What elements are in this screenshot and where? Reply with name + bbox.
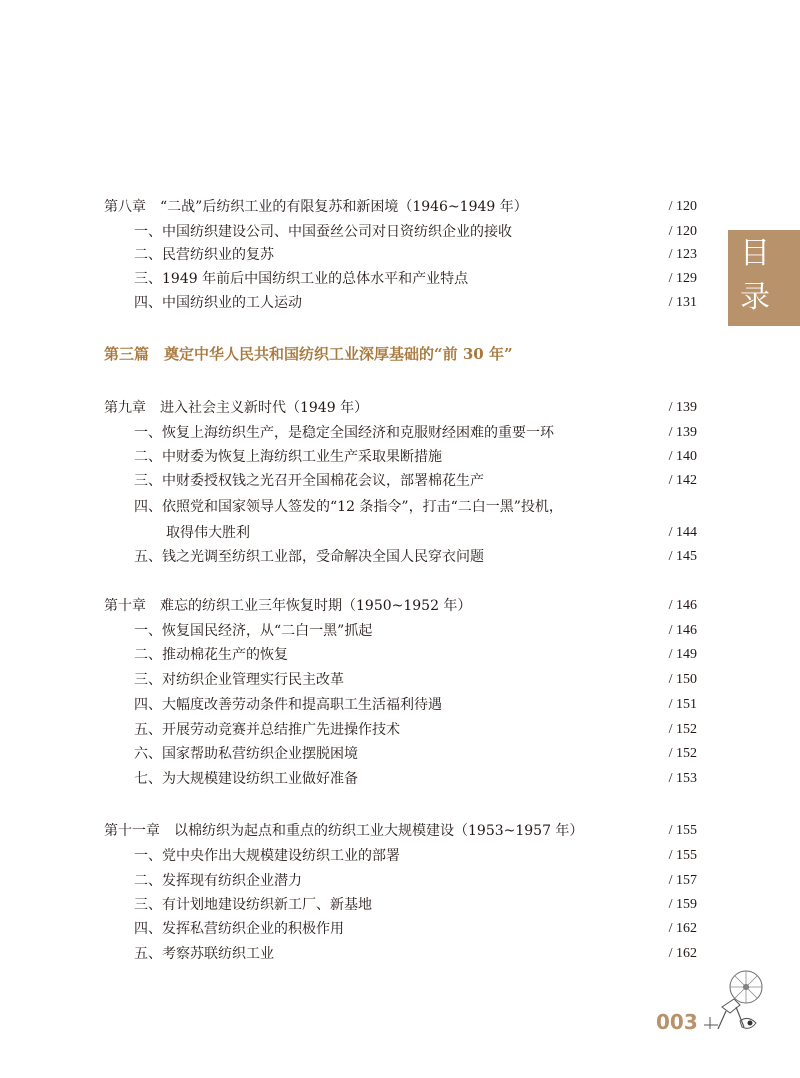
toc-entry-title: 二、中财委为恢复上海纺织工业生产采取果断措施 <box>134 449 442 465</box>
toc-page-number: / 139 <box>668 425 697 440</box>
tab-char-2: 录 <box>740 280 770 315</box>
toc-page-number: / 155 <box>668 848 697 863</box>
toc-entry-title: 三、有计划地建设纺织新工厂、新基地 <box>134 897 372 913</box>
toc-entry-title: 四、大幅度改善劳动条件和提高职工生活福利待遇 <box>134 697 442 713</box>
toc-page-number: / 151 <box>668 697 697 712</box>
toc-chapter-row <box>104 595 697 617</box>
toc-entry-title: 一、党中央作出大规模建设纺织工业的部署 <box>134 848 400 864</box>
toc-section-row <box>104 870 697 892</box>
toc-entry-title: 四、中国纺织业的工人运动 <box>134 295 302 311</box>
toc-entry-title: 三、1949 年前后中国纺织工业的总体水平和产业特点 <box>134 271 469 287</box>
toc-section-row <box>104 719 697 741</box>
toc-section-row <box>104 943 697 965</box>
toc-entry-title: 六、国家帮助私营纺织企业摆脱困境 <box>134 746 358 762</box>
toc-page-number: / 162 <box>668 946 697 961</box>
toc-page-number: / 153 <box>668 771 697 786</box>
toc-section-row <box>104 446 697 468</box>
toc-page-number: / 129 <box>668 271 697 286</box>
toc-page-number: / 149 <box>668 647 697 662</box>
toc-page-number: / 159 <box>668 897 697 912</box>
toc-entry-title: 第八章 “二战”后纺织工业的有限复苏和新困境（1946~1949 年） <box>104 199 528 215</box>
toc-entry-title: 取得伟大胜利 <box>166 525 250 541</box>
toc-page-number: / 144 <box>668 525 697 540</box>
toc-page-number: / 120 <box>668 224 697 239</box>
toc-section-row <box>104 292 697 314</box>
toc-section-row <box>104 620 697 642</box>
toc-entry-title: 四、依照党和国家领导人签发的“12 条指令”，打击“二白一黑”投机， <box>134 499 563 515</box>
tab-char-1: 目 <box>740 236 770 271</box>
toc-entry-title: 第十章 难忘的纺织工业三年恢复时期（1950~1952 年） <box>104 598 472 614</box>
toc-entry-title: 第十一章 以棉纺织为起点和重点的纺织工业大规模建设（1953~1957 年） <box>104 823 584 839</box>
toc-page-number: / 150 <box>668 672 697 687</box>
toc-page-number: / 162 <box>668 921 697 936</box>
toc-entry-title: 三、中财委授权钱之光召开全国棉花会议，部署棉花生产 <box>134 473 484 489</box>
toc-page-number: / 152 <box>668 746 697 761</box>
toc-section-row <box>104 221 697 243</box>
toc-entry-title: 二、民营纺织业的复苏 <box>134 247 274 263</box>
toc-page-number: / 157 <box>668 873 697 888</box>
toc-entry-title: 三、对纺织企业管理实行民主改革 <box>134 672 344 688</box>
toc-page-number: / 139 <box>668 400 697 415</box>
toc-page-number: / 123 <box>668 247 697 262</box>
toc-entry-title: 五、考察苏联纺织工业 <box>134 946 274 962</box>
toc-entry-title: 一、恢复上海纺织生产，是稳定全国经济和克服财经困难的重要一环 <box>134 425 554 441</box>
toc-entry-title: 二、发挥现有纺织企业潜力 <box>134 873 302 889</box>
spinning-wheel-illustration <box>700 965 776 1037</box>
toc-entry-title: 第三篇 奠定中华人民共和国纺织工业深厚基础的“前 30 年” <box>104 345 513 363</box>
toc-page-number: / 145 <box>668 549 697 564</box>
toc-page-number: / 152 <box>668 722 697 737</box>
toc-section-row <box>104 546 697 568</box>
toc-entry-title: 四、发挥私营纺织企业的积极作用 <box>134 921 344 937</box>
toc-page-number: / 146 <box>668 598 697 613</box>
toc-section-row <box>104 918 697 940</box>
toc-entry-title: 七、为大规模建设纺织工业做好准备 <box>134 771 358 787</box>
toc-chapter-row <box>104 820 697 842</box>
toc-entry-title: 五、钱之光调至纺织工业部，受命解决全国人民穿衣问题 <box>134 549 484 565</box>
contents-tab <box>728 230 800 326</box>
toc-entry-title: 第九章 进入社会主义新时代（1949 年） <box>104 400 369 416</box>
toc-entry-title: 一、中国纺织建设公司、中国蚕丝公司对日资纺织企业的接收 <box>134 224 512 240</box>
toc-page-number: / 142 <box>668 473 697 488</box>
toc-section-row <box>104 669 697 691</box>
toc-page-number: / 146 <box>668 623 697 638</box>
toc-section-row <box>104 268 697 290</box>
toc-page-number: / 131 <box>668 295 697 310</box>
toc-page-number: / 120 <box>668 199 697 214</box>
toc-entry-title: 一、恢复国民经济，从“二白一黑”抓起 <box>134 623 373 639</box>
toc-chapter-row <box>104 196 697 218</box>
toc-section-row <box>104 644 697 666</box>
toc-section-row <box>104 422 697 444</box>
toc-section-row <box>104 845 697 867</box>
toc-section-row <box>104 743 697 765</box>
toc-section-row <box>104 496 697 518</box>
page-number: 003 <box>656 1010 698 1034</box>
toc-page-number: / 155 <box>668 823 697 838</box>
toc-section-row <box>104 894 697 916</box>
toc-page-number: / 140 <box>668 449 697 464</box>
toc-section-row <box>104 470 697 492</box>
toc-section-row <box>104 522 697 544</box>
toc-part-heading <box>104 343 697 365</box>
toc-section-row <box>104 768 697 790</box>
toc-section-row <box>104 694 697 716</box>
toc-chapter-row <box>104 397 697 419</box>
toc-entry-title: 二、推动棉花生产的恢复 <box>134 647 288 663</box>
toc-section-row <box>104 244 697 266</box>
toc-entry-title: 五、开展劳动竞赛并总结推广先进操作技术 <box>134 722 400 738</box>
